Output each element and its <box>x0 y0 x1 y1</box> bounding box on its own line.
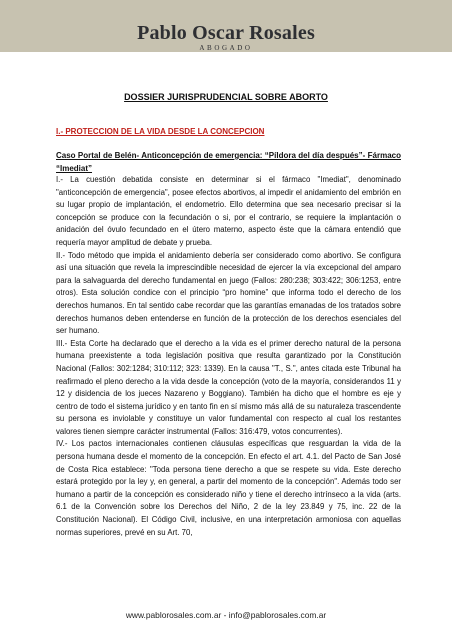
case-title: Caso Portal de Belén- Anticoncepción de emergencia: “Píldora del día después”- Fármaco “Imediat” <box>56 151 401 173</box>
brand-subtitle: ABOGADO <box>199 44 253 52</box>
paragraph-4: IV.- Los pactos internacionales contienen cláusulas específicas que resguardan la vida de la persona humana desde el momento de la concepción. En efecto el art. 4.1. del Pacto de San José de Costa Rica establece: "Toda persona tiene derecho a que se respete su vida. Este derecho estará protegido por la ley y, en general, a partir del momento de la concepción". Además todo ser humano a partir de la concepción es considerado niño y tiene el derecho intrínseco a la vida (arts. 6.1 de la Convención sobre los Derechos del Niño, 2 de la ley 23.849 y 75, inc. 22 de la Constitución Nacional). El Código Civil, inclusive, en una interpretación armoniosa con aquellas normas superiores, prevé en su Art. 70, <box>56 439 401 537</box>
paragraph-2: II.- Todo método que impida el anidamiento debería ser considerado como abortivo. Se configura así una situación que revela la imprescindible necesidad de ejercer la vía excepcional del amparo para la salvaguarda del derecho fundamental en juego (Fallos: 280:238; 303:422; 306:1253, entre otros). Esta solución condice con el principio “pro homine” que informa todo el derecho de los derechos humanos. En tal sentido cabe recordar que las garantías emanadas de los tratados sobre derechos humanos deben entenderse en función de la protección de los derechos esenciales del ser humano. <box>56 250 401 336</box>
document-body <box>56 174 401 539</box>
paragraph-3: III.- Esta Corte ha declarado que el derecho a la vida es el primer derecho natural de la persona humana preexistente a toda legislación positiva que resulta garantizado por la Constitución Nacional (Fallos: 302:1284; 310:112; 323: 1339). En la causa "T., S.", antes citada este Tribunal ha reafirmado el pleno derecho a la vida desde la concepción (voto de la mayoría, considerandos 11 y 12 y disidencia de los jueces Nazareno y Boggiano). También ha dicho que el hombre es eje y centro de todo el sistema jurídico y en tanto fin en sí mismo más allá de su naturaleza trascendente su persona es inviolable y constituye un valor fundamental con respecto al cual los restantes valores tienen siempre carácter instrumental (Fallos: 316:479, votos concurrentes). <box>56 338 401 436</box>
paragraph-1: I.- La cuestión debatida consiste en determinar si el fármaco "Imediat", denominado "anticoncepción de emergencia", posee efectos abortivos, al impedir el anidamiento del embrión en su lugar propio de implantación, el endometrio. Ello determina que sea necesario precisar si la concepción se produce con la fecundación o si, por el contrario, se requiere la implantación o anidación del óvulo fecundado en el útero materno, aspecto éste que la cámara entendió que requería mayor amplitud de debate y prueba. <box>56 175 401 247</box>
section-heading: I.- PROTECCION DE LA VIDA DESDE LA CONCEPCION <box>56 127 265 136</box>
letterhead-banner <box>0 0 452 52</box>
footer-contact: www.pablorosales.com.ar - info@pablorosales.com.ar <box>125 610 327 620</box>
brand-name: Pablo Oscar Rosales <box>137 22 315 44</box>
document-title: DOSSIER JURISPRUDENCIAL SOBRE ABORTO <box>124 92 328 102</box>
